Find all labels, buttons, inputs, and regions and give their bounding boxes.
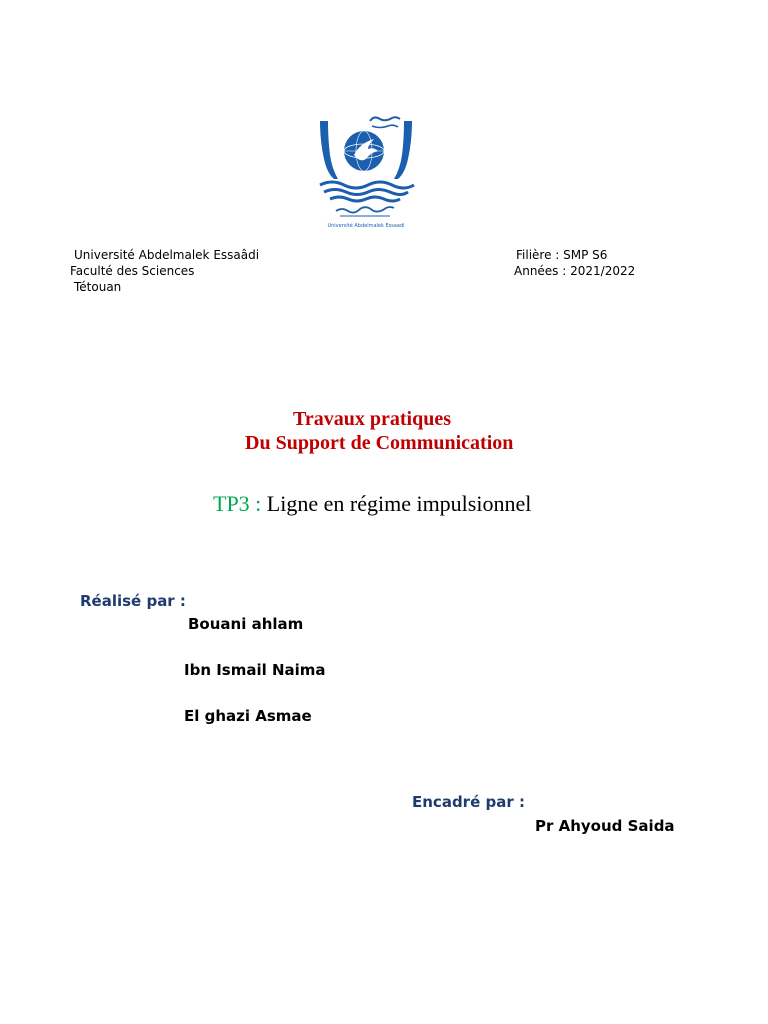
authors-heading: Réalisé par : [80, 592, 186, 610]
supervisor-name: Pr Ahyoud Saida [535, 817, 675, 835]
tp-line [213, 491, 531, 517]
logo-graphic [314, 113, 418, 231]
author-name-1: Bouani ahlam [188, 615, 304, 633]
svg-text:Université Abdelmalek Essaadi: Université Abdelmalek Essaadi [327, 223, 405, 229]
filiere-label: Filière : SMP S6 [516, 248, 608, 262]
title-line-1: Travaux pratiques [293, 408, 451, 430]
tp-label: TP3 : [213, 491, 262, 516]
annees-label: Années : 2021/2022 [514, 264, 636, 278]
tp-subject: Ligne en régime impulsionnel [266, 491, 532, 516]
faculty-name: Faculté des Sciences [70, 264, 195, 278]
university-logo [314, 113, 418, 231]
title-line-2: Du Support de Communication [245, 432, 514, 454]
author-name-2: Ibn Ismail Naima [184, 661, 326, 679]
supervisor-heading: Encadré par : [412, 793, 525, 811]
author-name-3: El ghazi Asmae [184, 707, 312, 725]
university-name: Université Abdelmalek Essaâdi [74, 248, 260, 262]
city-name: Tétouan [74, 280, 122, 294]
